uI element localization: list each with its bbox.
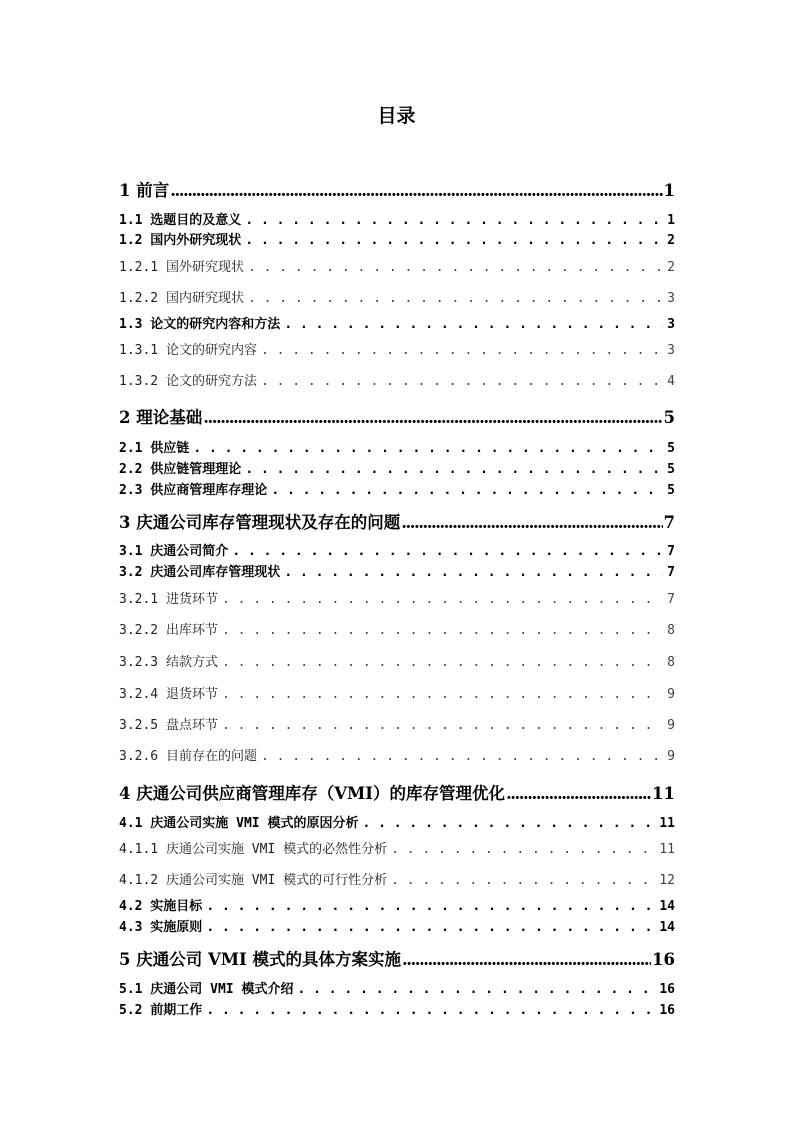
toc-entry-3-2-5[interactable] <box>119 717 675 735</box>
toc-label: 5.2 前期工作 <box>119 1003 203 1018</box>
toc-leader <box>248 259 663 277</box>
toc-page: 7 <box>663 513 675 532</box>
toc-leader <box>261 373 663 391</box>
toc-label: 1.1 选题目的及意义 <box>119 213 242 228</box>
toc-page: 14 <box>659 920 675 935</box>
toc-page: 5 <box>667 483 675 498</box>
toc-leader <box>206 919 655 937</box>
toc-leader <box>297 981 655 999</box>
toc-page: 7 <box>667 544 675 559</box>
toc-entry-1-1[interactable] <box>119 212 675 230</box>
toc-label: 1.2 国内外研究现状 <box>119 233 242 248</box>
toc-entry-chapter-3[interactable] <box>119 512 675 534</box>
toc-leader <box>206 1002 655 1020</box>
toc-leader <box>245 461 663 479</box>
toc-label: 1.2.2 国内研究现状 <box>119 291 244 306</box>
toc-page: 11 <box>659 842 675 857</box>
toc-leader <box>245 232 663 250</box>
toc-page: 7 <box>667 565 675 580</box>
toc-page: 3 <box>667 291 675 306</box>
toc-page: 16 <box>659 982 675 997</box>
toc-entry-3-2-6[interactable] <box>119 748 675 766</box>
toc-leader <box>284 316 663 334</box>
toc-label: 2.3 供应商管理库存理论 <box>119 483 268 498</box>
toc-page: 1 <box>667 213 675 228</box>
toc-label: 4.2 实施目标 <box>119 899 203 914</box>
toc-leader <box>170 180 662 202</box>
toc-leader <box>222 591 663 609</box>
toc-page: 16 <box>659 1003 675 1018</box>
toc-leader <box>271 482 663 500</box>
toc-label: 5 庆通公司 VMI 模式的具体方案实施 <box>119 950 401 969</box>
toc-label: 4.1.2 庆通公司实施 VMI 模式的可行性分析 <box>119 873 388 888</box>
toc-entry-3-2[interactable] <box>119 564 675 582</box>
toc-leader <box>193 440 663 458</box>
toc-label: 1.3 论文的研究内容和方法 <box>119 317 281 332</box>
toc-page: 5 <box>667 441 675 456</box>
toc-page: 2 <box>667 233 675 248</box>
toc-label: 4.3 实施原则 <box>119 920 203 935</box>
toc-page: 9 <box>667 687 675 702</box>
toc-entry-2-1[interactable] <box>119 440 675 458</box>
toc-leader <box>222 654 663 672</box>
toc-leader <box>362 815 655 833</box>
toc-page: 9 <box>667 718 675 733</box>
toc-label: 3.2.5 盘点环节 <box>119 718 218 733</box>
toc-entry-1-3[interactable] <box>119 316 675 334</box>
toc-label: 4 庆通公司供应商管理库存（VMI）的库存管理优化 <box>119 784 506 803</box>
toc-leader <box>391 841 655 859</box>
toc-entry-4-1[interactable] <box>119 815 675 833</box>
toc-entry-1-2-2[interactable] <box>119 290 675 308</box>
toc-leader <box>222 686 663 704</box>
toc-label: 3.2.4 退货环节 <box>119 687 218 702</box>
toc-leader <box>222 622 663 640</box>
toc-label: 3.2.6 目前存在的问题 <box>119 749 257 764</box>
toc-page: 14 <box>659 899 675 914</box>
toc-label: 1.3.1 论文的研究内容 <box>119 343 257 358</box>
toc-leader <box>245 212 663 230</box>
toc-label: 3 庆通公司库存管理现状及存在的问题 <box>119 513 401 532</box>
toc-label: 5.1 庆通公司 VMI 模式介绍 <box>119 982 294 997</box>
toc-entry-chapter-4[interactable] <box>119 783 675 805</box>
toc-page: 8 <box>667 623 675 638</box>
toc-entry-3-2-2[interactable] <box>119 622 675 640</box>
toc-entry-3-2-3[interactable] <box>119 654 675 672</box>
toc-entry-3-2-4[interactable] <box>119 686 675 704</box>
toc-leader <box>402 949 651 971</box>
toc-leader <box>232 543 663 561</box>
toc-entry-5-1[interactable] <box>119 981 675 999</box>
toc-page: 11 <box>652 784 675 803</box>
toc-entry-3-1[interactable] <box>119 543 675 561</box>
toc-entry-3-2-1[interactable] <box>119 591 675 609</box>
toc-entry-chapter-1[interactable] <box>119 180 675 202</box>
toc-label: 3.2.2 出库环节 <box>119 623 218 638</box>
toc-entry-4-3[interactable] <box>119 919 675 937</box>
toc-entry-chapter-5[interactable] <box>119 949 675 971</box>
toc-entry-1-2[interactable] <box>119 232 675 250</box>
toc-page: 9 <box>667 749 675 764</box>
toc-label: 4.1.1 庆通公司实施 VMI 模式的必然性分析 <box>119 842 388 857</box>
toc-page: 7 <box>667 592 675 607</box>
toc-page: 16 <box>652 950 675 969</box>
toc-page: 4 <box>667 374 675 389</box>
toc-entry-4-2[interactable] <box>119 898 675 916</box>
toc-page: 8 <box>667 655 675 670</box>
toc-leader <box>401 512 662 534</box>
toc-entry-2-2[interactable] <box>119 461 675 479</box>
toc-leader <box>261 342 663 360</box>
toc-leader <box>506 783 651 805</box>
toc-entry-1-3-2[interactable] <box>119 373 675 391</box>
toc-page: 1 <box>663 181 675 200</box>
toc-entry-2-3[interactable] <box>119 482 675 500</box>
toc-leader <box>248 290 663 308</box>
toc-label: 2.1 供应链 <box>119 441 190 456</box>
toc-entry-chapter-2[interactable] <box>119 407 675 429</box>
toc-label: 1.3.2 论文的研究方法 <box>119 374 257 389</box>
toc-label: 1.2.1 国外研究现状 <box>119 260 244 275</box>
toc-label: 3.2.1 进货环节 <box>119 592 218 607</box>
toc-leader <box>391 872 655 890</box>
toc-label: 3.2.3 结款方式 <box>119 655 218 670</box>
toc-label: 4.1 庆通公司实施 VMI 模式的原因分析 <box>119 816 359 831</box>
toc-label: 2.2 供应链管理理论 <box>119 462 242 477</box>
toc-page: 12 <box>659 873 675 888</box>
toc-page: 3 <box>667 317 675 332</box>
toc-label: 1 前言 <box>119 181 170 200</box>
toc-entry-4-1-2[interactable] <box>119 872 675 890</box>
toc-label: 3.2 庆通公司库存管理现状 <box>119 565 281 580</box>
toc-label: 2 理论基础 <box>119 408 203 427</box>
toc-leader <box>222 717 663 735</box>
toc-entry-4-1-1[interactable] <box>119 841 675 859</box>
toc-leader <box>203 407 662 429</box>
toc-page: 11 <box>659 816 675 831</box>
toc-leader <box>284 564 663 582</box>
toc-page: 5 <box>663 408 675 427</box>
toc-entry-1-2-1[interactable] <box>119 259 675 277</box>
toc-entry-5-2[interactable] <box>119 1002 675 1020</box>
page-title: 目录 <box>377 105 416 127</box>
toc-page: 2 <box>667 260 675 275</box>
toc-entry-1-3-1[interactable] <box>119 342 675 360</box>
toc-label: 3.1 庆通公司简介 <box>119 544 229 559</box>
toc-page: 5 <box>667 462 675 477</box>
toc-leader <box>261 748 663 766</box>
toc-leader <box>206 898 655 916</box>
toc-page: 3 <box>667 343 675 358</box>
